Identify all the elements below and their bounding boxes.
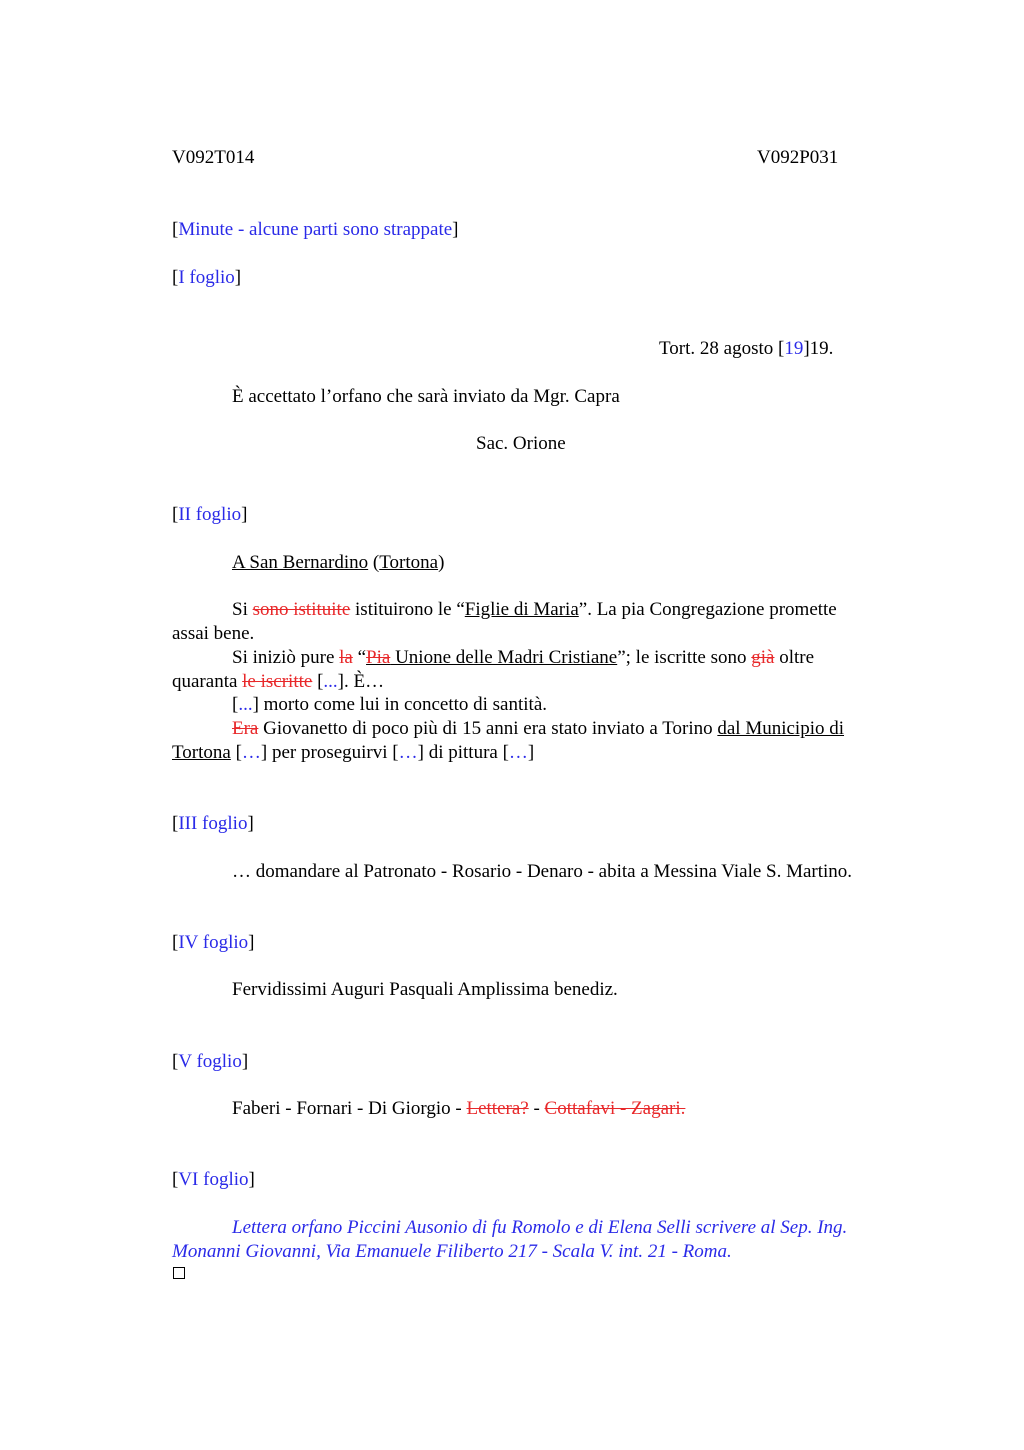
sheet-heading-6: [VI foglio] (172, 1169, 255, 1190)
sheet-label: I foglio (178, 267, 235, 288)
foglio3-text: … domandare al Patronato - Rosario - Denaro - abita a Messina Viale S. Martino. (232, 861, 853, 882)
foglio2-p2-line1: Si iniziò pure la “Pia Unione delle Madri Cristiane”; le iscritte sono già oltre (232, 647, 815, 668)
foglio2-heading: A San Bernardino (Tortona) (232, 552, 445, 573)
sheet-label: II foglio (178, 504, 242, 525)
foglio2-p3: [...] morto come lui in concetto di santità. (232, 694, 548, 715)
sheet-heading-1: [I foglio] (172, 267, 242, 288)
sheet-heading-5: [V foglio] (172, 1051, 249, 1072)
foglio4-text: Fervidissimi Auguri Pasquali Amplissima benediz. (232, 979, 618, 1000)
foglio2-p1-line1: Si sono istituite istituirono le “Figlie di Maria”. La pia Congregazione promette (232, 599, 837, 620)
document-code-left: V092T014 (172, 147, 255, 168)
foglio6-line2: Monanni Giovanni, Via Emanuele Filiberto 217 - Scala V. int. 21 - Roma. (172, 1241, 732, 1262)
editorial-note-text: Minute - alcune parti sono strappate (178, 219, 453, 240)
signature: Sac. Orione (476, 433, 566, 454)
foglio2-p4-line2: Tortona […] per proseguirvi […] di pittura […] (172, 742, 535, 763)
end-square-mark (173, 1267, 185, 1279)
foglio1-text: È accettato l’orfano che sarà inviato da Mgr. Capra (232, 386, 620, 407)
sheet-label: VI foglio (178, 1169, 249, 1190)
sheet-heading-4: [IV foglio] (172, 932, 255, 953)
foglio6-line1: Lettera orfano Piccini Ausonio di fu Romolo e di Elena Selli scrivere al Sep. Ing. (232, 1217, 848, 1238)
foglio5-text: Faberi - Fornari - Di Giorgio - Lettera? - Cottafavi - Zagari. (232, 1098, 686, 1119)
editorial-note-minute: [Minute - alcune parti sono strappate] (172, 219, 459, 240)
foglio2-p1-line2: assai bene. (172, 623, 255, 644)
sheet-label: V foglio (178, 1051, 242, 1072)
sheet-heading-3: [III foglio] (172, 813, 254, 834)
sheet-heading-2: [II foglio] (172, 504, 248, 525)
foglio2-p4-line1: Era Giovanetto di poco più di 15 anni era stato inviato a Torino dal Municipio di (232, 718, 845, 739)
sheet-label: IV foglio (178, 932, 249, 953)
foglio2-p2-line2: quaranta le iscritte [...]. È… (172, 671, 385, 692)
document-code-right: V092P031 (757, 147, 839, 168)
sheet-label: III foglio (178, 813, 248, 834)
letter-date: Tort. 28 agosto [19]19. (659, 338, 834, 359)
